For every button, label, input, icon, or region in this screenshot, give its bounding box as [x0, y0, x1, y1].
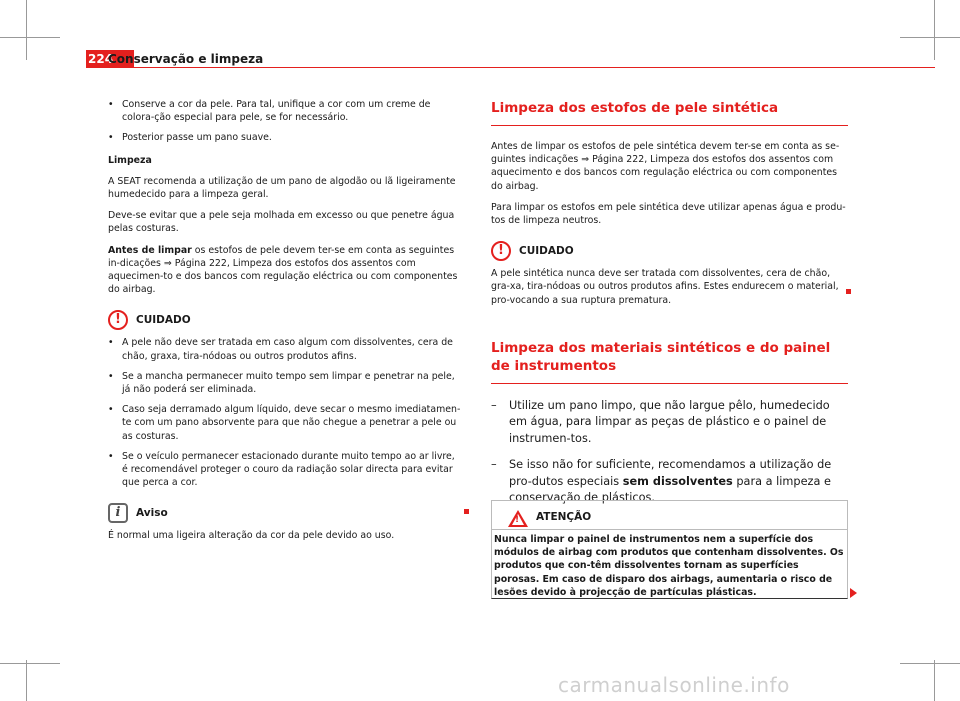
caution-text: A pele sintética nunca deve ser tratada com dissolventes, cera de chão, gra-xa, tira-nódoas ou outros produtos afins. Estes endurecem o material, pro-vocando a sua ruptura prematura. — [491, 268, 839, 306]
crop-mark — [934, 660, 935, 701]
caution-icon: ! — [108, 310, 128, 330]
section-end-marker — [846, 289, 851, 294]
right-column — [491, 99, 848, 517]
info-icon: i — [108, 503, 128, 523]
notice-text: É normal uma ligeira alteração da cor da pele devido ao uso. — [108, 530, 395, 542]
continue-arrow-icon — [850, 588, 857, 598]
paragraph: Antes de limpar os estofos de pele sintética devem ter-se em conta as se-guintes indicações ⇒ Página 222, Limpeza dos estofos dos assentos com aquecimento e dos bancos com regulação eléctrica ou com componentes do airbag. — [491, 141, 840, 192]
list-item: • Caso seja derramado algum líquido, deve secar o mesmo imediatamen-te com um pano absorvente para que não chegue a penetrar a pele ou as costuras. — [108, 404, 461, 442]
bullet-icon: • — [108, 99, 114, 110]
section-rule — [491, 383, 848, 384]
caution-icon: ! — [491, 241, 511, 261]
list-item: • Posterior passe um pano suave. — [108, 132, 272, 144]
paragraph: Antes de limpar os estofos de pele devem ter-se em conta as seguintes in-dicações ⇒ Página 222, Limpeza dos estofos dos assentos com aquecimen-to e dos bancos com regulação eléctrica ou com componentes do airbag. — [108, 244, 458, 296]
section-title: Limpeza dos estofos de pele sintética — [491, 100, 779, 116]
crop-mark — [0, 37, 60, 38]
dash-icon: – — [491, 458, 497, 472]
caution-heading: ! CUIDADO — [491, 241, 848, 261]
warning-title: ATENÇÃO — [536, 511, 592, 523]
bullet-icon: • — [108, 370, 114, 382]
warning-mark: ! — [515, 515, 520, 525]
crop-mark — [900, 37, 960, 38]
bullet-icon: • — [108, 404, 114, 416]
page-number: 224 — [88, 52, 114, 66]
list-item: – Se isso não for suficiente, recomendamos a utilização de pro-dutos especiais sem dissolventes para a limpeza e conservação de plásticos. — [491, 458, 832, 505]
section-rule — [491, 125, 848, 126]
list-item: • Se a mancha permanecer muito tempo sem limpar e penetrar na pele, já não poderá ser eliminada. — [108, 370, 455, 396]
crop-mark — [900, 663, 960, 664]
paragraph: Para limpar os estofos em pele sintética deve utilizar apenas água e produ-tos de limpeza neutros. — [491, 201, 846, 227]
crop-mark — [26, 660, 27, 701]
page-header-title: Conservação e limpeza — [108, 52, 264, 66]
bullet-icon: • — [108, 132, 114, 144]
list-item: • Se o veículo permanecer estacionado durante muito tempo ao ar livre, é recomendável proteger o couro da radiação solar directa para evitar que perca a cor. — [108, 450, 455, 489]
watermark: carmanualsonline.info — [558, 673, 790, 697]
header-rule — [86, 67, 935, 68]
list-item: – Utilize um pano limpo, que não largue pêlo, humedecido em água, para limpar as peças de plástico e o painel de instrumen-tos. — [491, 398, 830, 445]
crop-mark — [0, 663, 60, 664]
warning-divider — [492, 529, 847, 530]
bullet-icon: • — [108, 337, 114, 349]
paragraph: A SEAT recomenda a utilização de um pano de algodão ou lã ligeiramente humedecido para a limpeza geral. — [108, 175, 456, 201]
dash-icon: – — [491, 398, 497, 412]
crop-mark — [26, 0, 27, 60]
paragraph: Deve-se evitar que a pele seja molhada em excesso ou que penetre água pelas costuras. — [108, 210, 455, 235]
crop-mark — [934, 0, 935, 60]
warning-box — [491, 500, 848, 599]
caution-heading: ! CUIDADO — [108, 310, 463, 330]
list-item: • Conserve a cor da pele. Para tal, unifique a cor com um creme de colora-ção especial para pele, se for necessário. — [108, 99, 431, 124]
warning-text: Nunca limpar o painel de instrumentos nem a superfície dos módulos de airbag com produtos que contenham dissolventes. Os produtos que con-têm dissolventes tornam as superfícies porosas. Em caso de disparo dos airbags, aumentaria o risco de lesões devido à projecção de partículas plásticas. — [494, 534, 844, 598]
list-item: • A pele não deve ser tratada em caso algum com dissolventes, cera de chão, graxa, tira-nódoas ou outros produtos afins. — [108, 337, 453, 362]
left-column — [108, 98, 463, 551]
section-end-marker — [464, 509, 469, 514]
notice-heading: i Aviso — [108, 503, 463, 523]
section-title: Limpeza dos materiais sintéticos e do painel de instrumentos — [491, 339, 831, 374]
subheading: Limpeza — [108, 154, 152, 166]
bullet-icon: • — [108, 450, 114, 462]
